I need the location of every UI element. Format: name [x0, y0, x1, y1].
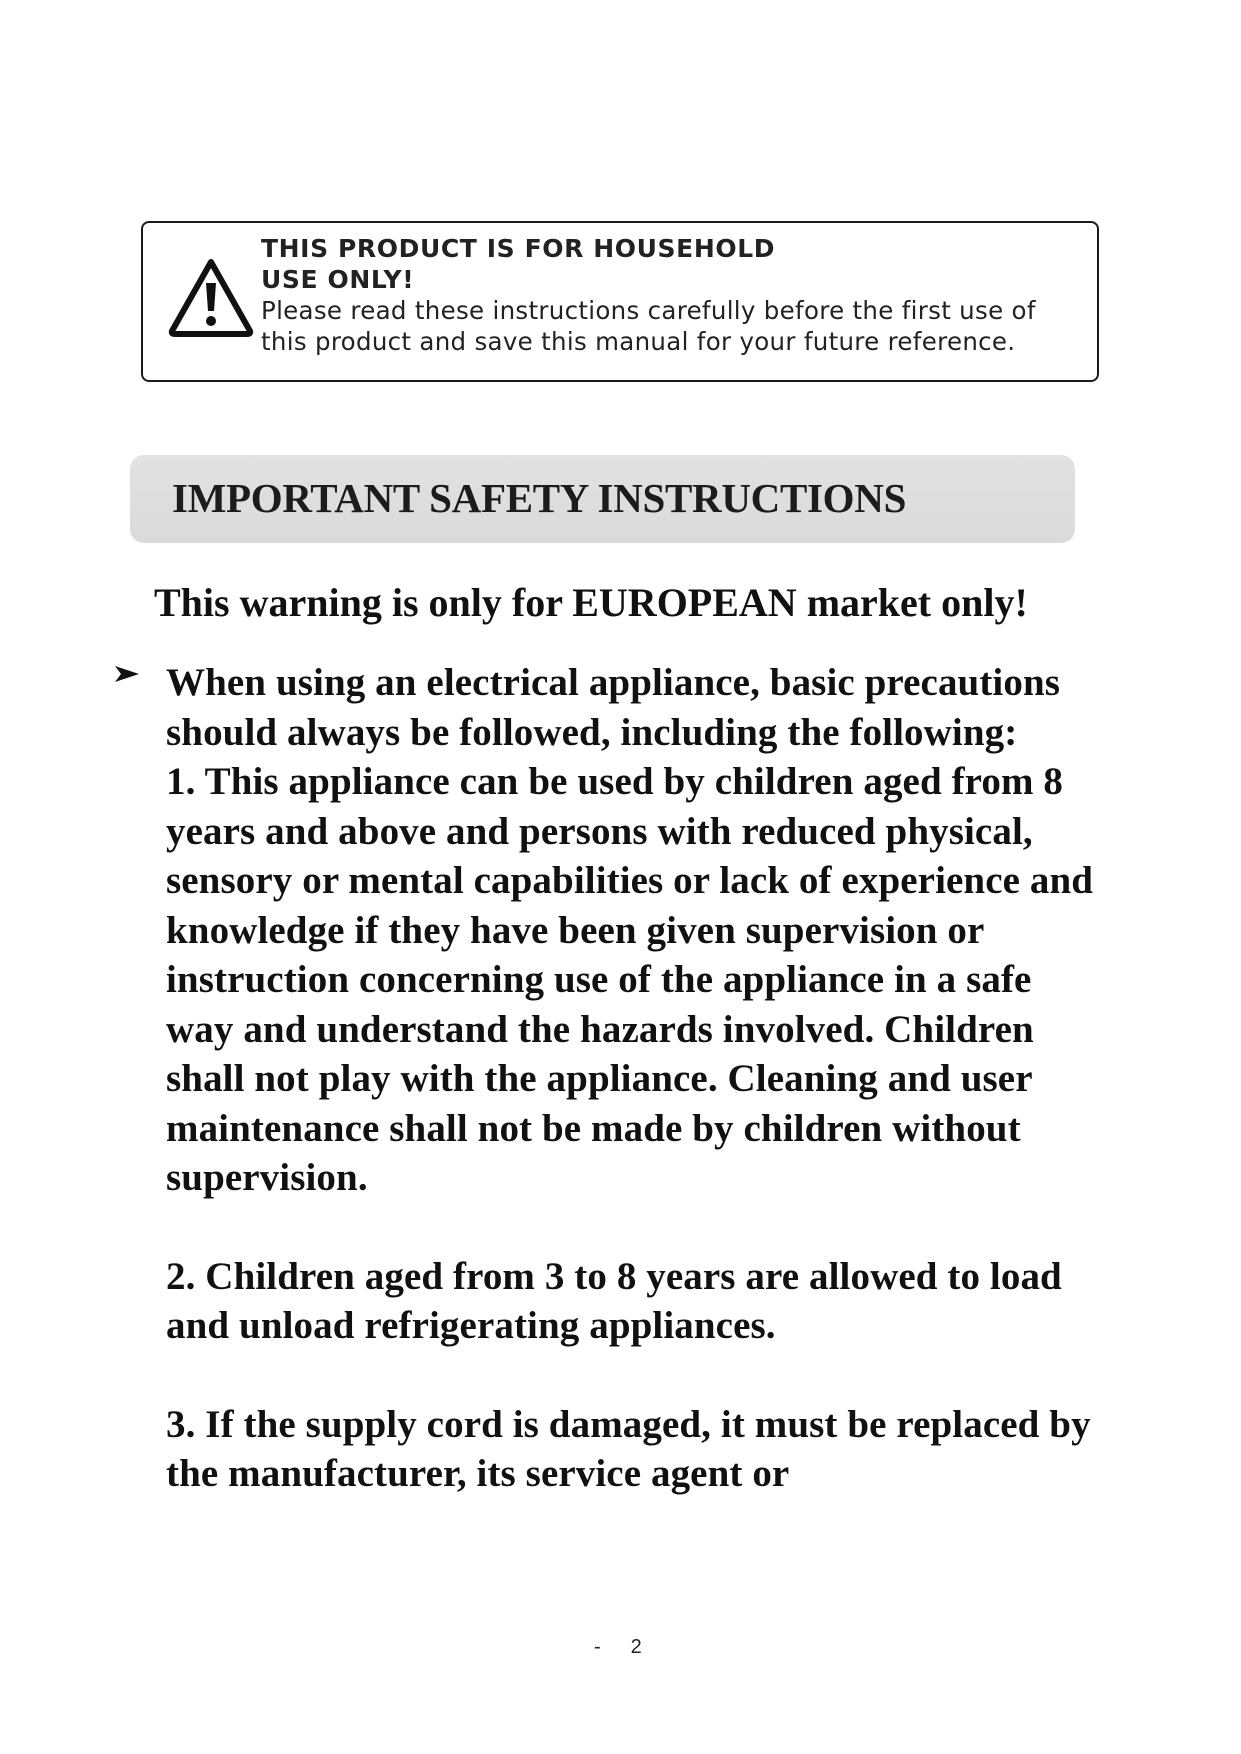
intro-paragraph: When using an electrical appliance, basic precautions should always be followed, including the following:	[166, 661, 1061, 754]
warning-body-line-1: Please read these instructions carefully before the first use of	[261, 296, 1036, 325]
warning-title-line-2: USE ONLY!	[261, 265, 415, 294]
instruction-item-1: 1. This appliance can be used by children aged from 8 years and above and persons with reduced physical, sensory or mental capabilities or lack of experience and knowledge if they have been given supervision or instruction concerning use of the appliance in a safe way and understand the hazards involved. Children shall not play with the appliance. Cleaning and user maintenance shall not be made by children without supervision.	[166, 760, 1094, 1199]
section-heading-banner	[130, 455, 1075, 543]
household-warning-box	[141, 221, 1099, 382]
warning-text	[261, 233, 1091, 357]
market-note: This warning is only for EUROPEAN market only!	[154, 580, 1028, 625]
warning-triangle-icon	[167, 257, 255, 337]
section-heading: IMPORTANT SAFETY INSTRUCTIONS	[172, 475, 907, 521]
page-number: 2	[630, 1636, 642, 1658]
safety-instructions	[166, 658, 1106, 1499]
warning-body-line-2: this product and save this manual for your future reference.	[261, 327, 1016, 356]
instruction-item-3: 3. If the supply cord is damaged, it must be replaced by the manufacturer, its service agent or	[166, 1402, 1091, 1495]
page-footer	[594, 1636, 642, 1659]
instruction-item-2: 2. Children aged from 3 to 8 years are allowed to load and unload refrigerating appliances.	[166, 1254, 1062, 1347]
warning-title-line-1: THIS PRODUCT IS FOR HOUSEHOLD	[261, 234, 776, 263]
arrow-bullet-icon	[114, 664, 140, 684]
footer-dash: -	[594, 1636, 601, 1658]
